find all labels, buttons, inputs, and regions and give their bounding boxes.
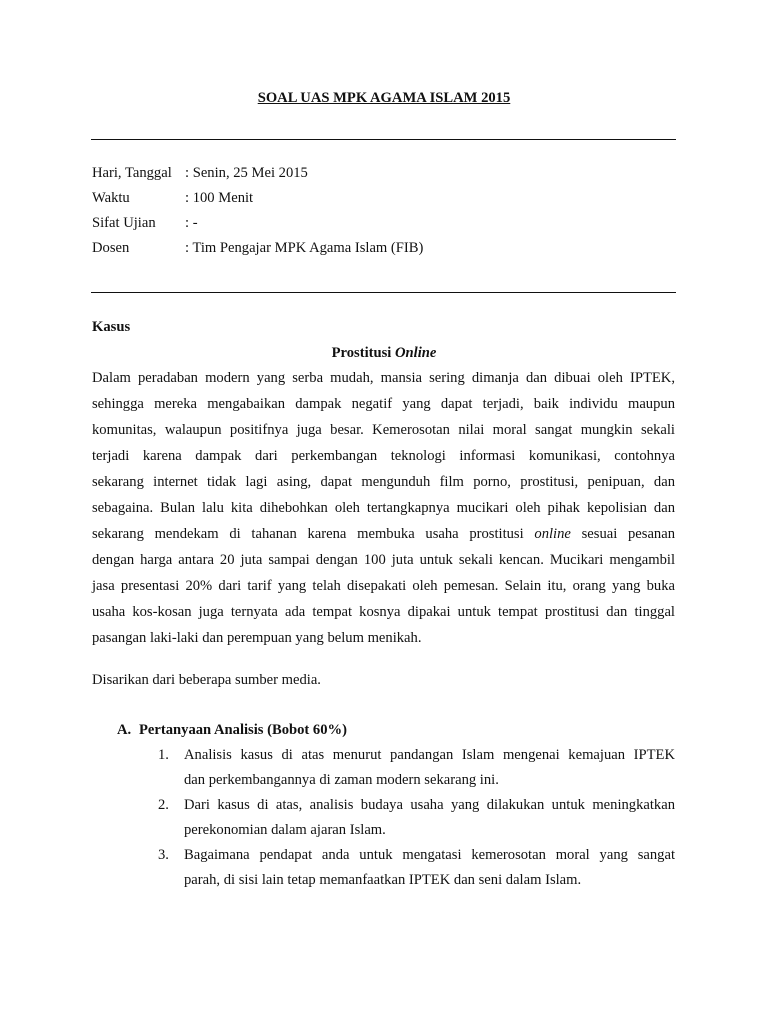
case-title [0, 344, 768, 362]
question-line: Bagaimana pendapat anda untuk mengatasi kemerosotan moral yang sangat [184, 847, 675, 863]
bottom-divider [91, 292, 676, 293]
info-label-date: Hari, Tanggal [92, 165, 172, 181]
info-value-exam-type: : - [185, 215, 198, 231]
section-a-letter: A. [117, 722, 132, 738]
question-line: Analisis kasus di atas menurut pandangan Islam mengenai kemajuan IPTEK [184, 747, 675, 763]
paragraph-line: terjadi karena dampak dari perkembangan teknologi informasi komunikasi, contohnya [92, 448, 675, 464]
info-label-exam-type: Sifat Ujian [92, 215, 156, 231]
section-a-title: Pertanyaan Analisis (Bobot 60%) [139, 722, 347, 738]
info-row-duration [92, 189, 253, 207]
question-text [184, 796, 675, 846]
question-number: 1. [158, 747, 169, 763]
question-line: dan perkembangannya di zaman modern sekarang ini. [184, 772, 499, 788]
paragraph-line: dengan harga antara 20 juta sampai dengan 100 juta untuk sekali kencan. Mucikari mengambil [92, 552, 675, 568]
info-row-date [92, 164, 308, 182]
paragraph-line: pasangan laki-laki dan perempuan yang belum menikah. [92, 630, 422, 646]
paragraph-italic-word: online [534, 526, 571, 542]
top-divider [91, 139, 676, 140]
question-text [184, 846, 675, 896]
question-number: 2. [158, 797, 169, 813]
paragraph-line-segment: sekarang mendekam di tahanan karena membuka usaha prostitusi [92, 526, 535, 542]
info-row-lecturer [92, 239, 423, 257]
info-value-lecturer: : Tim Pengajar MPK Agama Islam (FIB) [185, 240, 424, 256]
case-title-main: Prostitusi [331, 345, 396, 361]
paragraph-line: usaha kos-kosan juga ternyata ada tempat kosnya dipakai untuk tempat prostitusi dan tinggal [92, 604, 675, 620]
paragraph-line: sekarang internet tidak lagi asing, dapat mengunduh film porno, prostitusi, penipuan, dan [92, 474, 675, 490]
section-a-heading [117, 721, 347, 739]
paragraph-line: jasa presentasi 20% dari tarif yang telah disepakati oleh pemesan. Selain itu, orang yang buka [92, 578, 675, 594]
question-line: Dari kasus di atas, analisis budaya usaha yang dilakukan untuk meningkatkan [184, 797, 675, 813]
info-label-lecturer: Dosen [92, 240, 130, 256]
case-heading: Kasus [92, 319, 131, 335]
paragraph-line: sebagaina. Bulan lalu kita dihebohkan oleh tertangkapnya mucikari oleh pihak kepolisian dan [92, 500, 675, 516]
document-title: SOAL UAS MPK AGAMA ISLAM 2015 [257, 90, 511, 106]
paragraph-line: sehingga mereka mengabaikan dampak negatif yang dapat terjadi, baik individu maupun [92, 396, 675, 412]
info-row-exam-type [92, 214, 198, 232]
info-value-date: : Senin, 25 Mei 2015 [185, 165, 308, 181]
paragraph-line: komunitas, walaupun positifnya juga besar. Kemerosotan nilai moral sangat mungkin sekali [92, 422, 675, 438]
paragraph-line: Dalam peradaban modern yang serba mudah, mansia sering dimanja dan dibuai oleh IPTEK, [92, 370, 675, 386]
info-label-duration: Waktu [92, 190, 130, 206]
info-value-duration: : 100 Menit [185, 190, 254, 206]
paragraph-line-segment: sesuai pesanan [570, 526, 676, 542]
question-line: perekonomian dalam ajaran Islam. [184, 822, 386, 838]
paragraph-line [92, 525, 675, 551]
case-paragraph [92, 369, 675, 655]
question-number: 3. [158, 847, 169, 863]
question-text [184, 746, 675, 796]
source-note: Disarikan dari beberapa sumber media. [92, 672, 321, 688]
case-title-italic: Online [395, 345, 437, 361]
question-line: parah, di sisi lain tetap memanfaatkan IPTEK dan seni dalam Islam. [184, 872, 582, 888]
